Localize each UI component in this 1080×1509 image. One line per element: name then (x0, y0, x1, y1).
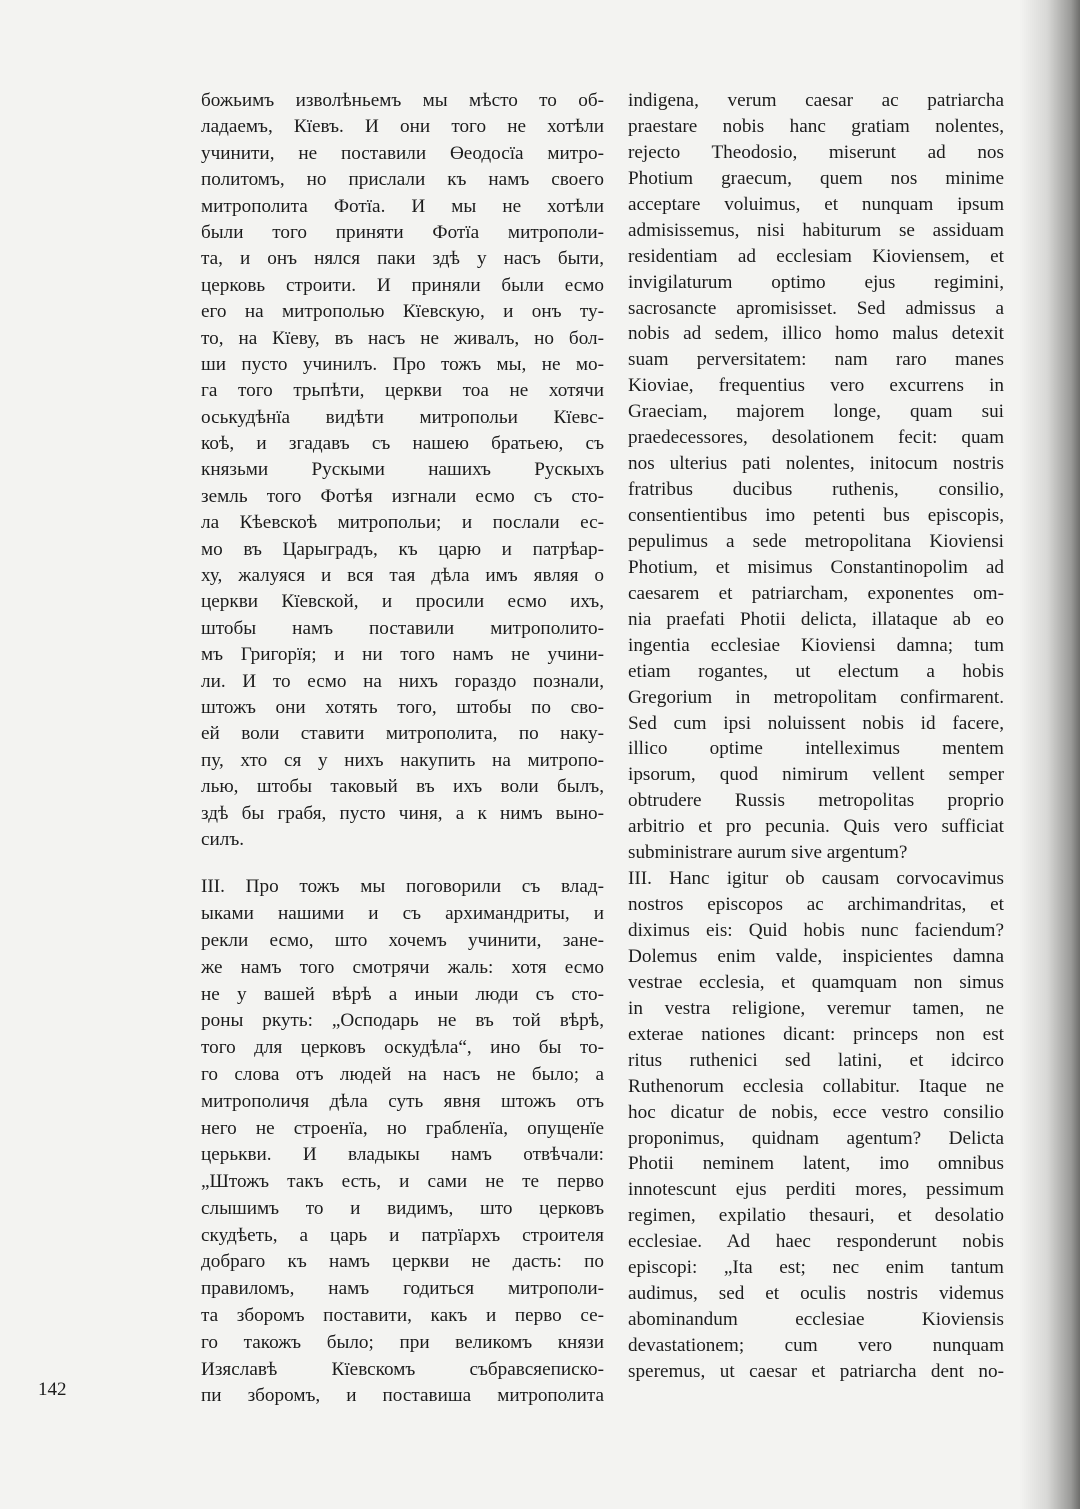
text-line: Graeciam, majorem longe, quam sui (628, 401, 1004, 423)
text-line: invigilaturum optimo ejus regimini, (628, 271, 1004, 293)
text-line: arbitrio et pro pecunia. Quis vero sufficiat (628, 816, 1004, 838)
text-line: земль того Фотѣя изгнали есмо съ сто- (201, 485, 604, 507)
text-line: suam perversitatem: nam raro manes (628, 349, 1004, 371)
text-line: nos ulterius pati nolentes, initocum nostris (628, 453, 1004, 475)
text-line: devastationem; cum vero nunquam (628, 1335, 1004, 1356)
text-line: коѣ, и згадавъ съ нашею братьею, съ (201, 433, 604, 455)
text-line: episcopi: „Ita est; nec enim tantum (628, 1257, 1004, 1279)
text-line: ingentia ecclesiae Kioviensi damna; tum (628, 634, 1004, 656)
text-line: политомъ, но прислали къ намъ своего (201, 169, 604, 191)
text-line: же намъ того смотрячи жаль: хотя есмо (201, 956, 604, 978)
text-line: ши пусто учинилъ. Про тожъ мы, не мо- (201, 353, 604, 375)
text-line: subministrare aurum sive argentum? (628, 842, 908, 864)
text-line: ей воли ставити митрополита, по наку- (201, 723, 604, 745)
text-line: не у вашей вѣрѣ а иныи люди съ сто- (201, 983, 604, 1005)
text-line: правиломъ, намъ годиться митрополи- (201, 1278, 604, 1300)
text-line: оськудѣнїа видѣти митропольи Кїевс- (201, 406, 604, 428)
text-line: его на митрополью Кїевскую, и онъ ту- (201, 301, 604, 323)
text-line: nobis ad sedem, illico homo malus detexit (628, 323, 1004, 345)
text-line: него не строенїа, но грабленїа, опущенїе (201, 1117, 604, 1139)
text-line: штожъ они хотять того, штобы по сво- (201, 696, 604, 718)
text-line: fratribus ducibus ruthenis, consilio, (628, 479, 1004, 501)
text-line: ecclesiae. Ad haec responderunt nobis (628, 1231, 1004, 1253)
text-line: были того приняти Фотїа митрополи- (201, 221, 604, 243)
cyrillic-text-column (201, 88, 604, 1410)
text-line: Kioviae, frequentius vero excurrens in (628, 375, 1004, 397)
text-line: ыками нашими и съ архимандриты, и (201, 903, 604, 925)
text-line: etiam rogantes, ut electum a hobis (628, 660, 1004, 682)
text-line: rejecto Theodosio, miserunt ad nos (628, 141, 1004, 163)
text-line: го слова отъ людей на насъ не было; а (201, 1063, 604, 1085)
text-line: hoc dicatur de nobis, ecce vestro consilio (628, 1101, 1004, 1123)
text-line: рекли есмо, што хочемъ учинити, зане- (201, 929, 604, 951)
text-line: nostros episcopos ac archimandritas, et (628, 894, 1004, 916)
text-line: Ruthenorum ecclesia collabitur. Itaque ne (628, 1075, 1004, 1097)
text-line: ла Кѣевскоѣ митропольи; и послали ес- (201, 512, 604, 534)
text-line: praestare nobis hanc gratiam nolentes, (628, 115, 1004, 137)
text-line: ipsorum, quod nimirum vellent semper (628, 764, 1004, 786)
text-line: божьимъ изволѣньемъ мы мѣсто то об- (201, 90, 604, 111)
text-line: Photium graecum, quem nos minime (628, 167, 1004, 189)
paragraph (628, 866, 1004, 1385)
text-line: caesarem et patriarcham, exponentes om- (628, 582, 1004, 604)
text-line: consentientibus imo petenti bus episcopis, (628, 505, 1004, 526)
text-line: exterae nationes dicant: princeps non est (628, 1023, 1004, 1045)
text-line: добраго къ намъ церкви не дасть: по (201, 1251, 604, 1273)
text-line: того для церковъ оскудѣла“, ино бы то- (201, 1037, 604, 1059)
paragraph (628, 88, 1004, 866)
text-line: церкви Кїевской, и просили есмо ихъ, (201, 591, 604, 613)
text-line: vestrae ecclesia, et quamquam non simus (628, 971, 1004, 993)
text-line: nia praefati Photii delicta, illataque ab eo (628, 608, 1004, 630)
text-line: церковь строити. И приняли были есмо (201, 274, 604, 296)
text-line: церькви. И владыкы намъ отвѣчали: (201, 1144, 604, 1166)
text-line: proponimus, quidnam agentum? Delicta (628, 1127, 1004, 1149)
page-number: 142 (38, 1379, 67, 1400)
text-line: га того трьпѣти, церкви тоа не хотячи (201, 380, 604, 402)
latin-text-column (628, 88, 1004, 1385)
text-line: audimus, sed et oculis nostris videmus (628, 1283, 1004, 1305)
text-line: митрополита Фотїа. И мы не хотѣли (201, 195, 604, 217)
text-line: acceptare voluimus, et nunquam ipsum (628, 193, 1004, 215)
text-line: innotescunt ejus perditi mores, pessimum (628, 1179, 1004, 1201)
text-line: мъ Григорїя; и ни того намъ не учини- (201, 644, 604, 666)
text-line: мо въ Царыградъ, къ царю и патрѣар- (201, 538, 604, 560)
text-line: admisissemus, nisi habiturum se assiduam (628, 219, 1004, 241)
text-line: praedecessores, desolationem fecit: quam (628, 427, 1004, 449)
text-line: силъ. (201, 828, 245, 850)
text-line: Gregorium in metropolitam confirmarent. (628, 686, 1004, 708)
text-line: пу, хто ся у нихъ накупить на митропо- (201, 749, 604, 771)
text-line: sacrosancte apromisisset. Sed admissus a (628, 297, 1004, 319)
text-line: учинити, не поставили Өеодосїа митро- (201, 142, 604, 164)
text-line: obtrudere Russis metropolitas proprio (628, 790, 1004, 812)
text-line: ху, жалуяся и вся тая дѣла имъ являя о (201, 565, 604, 587)
text-line: штобы намъ поставили митрополито- (201, 617, 604, 639)
text-line: то, на Кїеву, въ насъ не живалъ, но бол- (201, 327, 604, 349)
text-line: speremus, ut caesar et patriarcha dent no- (628, 1360, 1004, 1382)
text-line: abominandum ecclesiae Kioviensis (628, 1309, 1004, 1331)
text-line: слышимъ то и видимъ, што церковъ (201, 1197, 604, 1219)
text-line: residentiam ad ecclesiam Kioviensem, et (628, 245, 1004, 267)
text-line: Изяславѣ Кїевскомъ събравсяеписко- (201, 1358, 604, 1380)
text-line: скудѣеть, а царь и патрїархъ строителя (201, 1224, 604, 1246)
text-line: князьми Рускыми нашихъ Рускыхъ (201, 459, 604, 481)
text-line: Dolemus enim valde, inspicientes damna (628, 945, 1004, 967)
text-line: regimen, expilatio thesauri, et desolatio (628, 1205, 1004, 1227)
page-gutter-shadow (1020, 0, 1080, 1509)
text-line: III. Hanc igitur ob causam corvocavimus (628, 868, 1004, 890)
text-line: та, и онъ нялся паки здѣ у насъ быти, (201, 248, 604, 270)
text-line: „Штожъ такъ есть, и сами не те перво (201, 1171, 604, 1193)
text-line: митрополичя дѣла суть явня штожъ отъ (201, 1090, 604, 1112)
text-line: Sed cum ipsi noluissent nobis id facere, (628, 712, 1004, 734)
text-line: Photium, et misimus Constantinopolim ad (628, 556, 1004, 578)
paragraph (201, 88, 604, 853)
text-line: пи зборомъ, и поставиша митрополита (201, 1385, 604, 1407)
text-line: illico optime intelleximus mentem (628, 738, 1004, 760)
text-line: лью, штобы таковый въ ихъ воли былъ, (201, 776, 604, 798)
text-line: in vestra religione, veremur tamen, ne (628, 997, 1004, 1019)
text-line: роны ркуть: „Осподарь не въ той вѣрѣ, (201, 1010, 604, 1032)
text-line: diximus eis: Quid hobis nunc faciendum? (628, 920, 1004, 941)
text-line: ritus ruthenici sed latini, et idcirco (628, 1049, 1004, 1071)
paragraph (201, 874, 604, 1410)
text-line: Photii neminem latent, imo omnibus (628, 1153, 1004, 1175)
text-line: ли. И то есмо на нихъ гораздо познали, (201, 670, 604, 692)
text-line: III. Про тожъ мы поговорили съ влад- (201, 876, 604, 898)
text-line: го такожъ было; при великомъ князи (201, 1331, 604, 1353)
text-line: та зборомъ поставити, какъ и перво се- (201, 1305, 604, 1327)
text-line: pepulimus a sede metropolitana Kioviensi (628, 530, 1004, 552)
text-line: ладаемъ, Кїевъ. И они того не хотѣли (201, 116, 604, 138)
text-line: здѣ бы грабя, пусто чиня, а к нимъ выно- (201, 802, 604, 824)
text-line: indigena, verum caesar ac patriarcha (628, 90, 1004, 111)
